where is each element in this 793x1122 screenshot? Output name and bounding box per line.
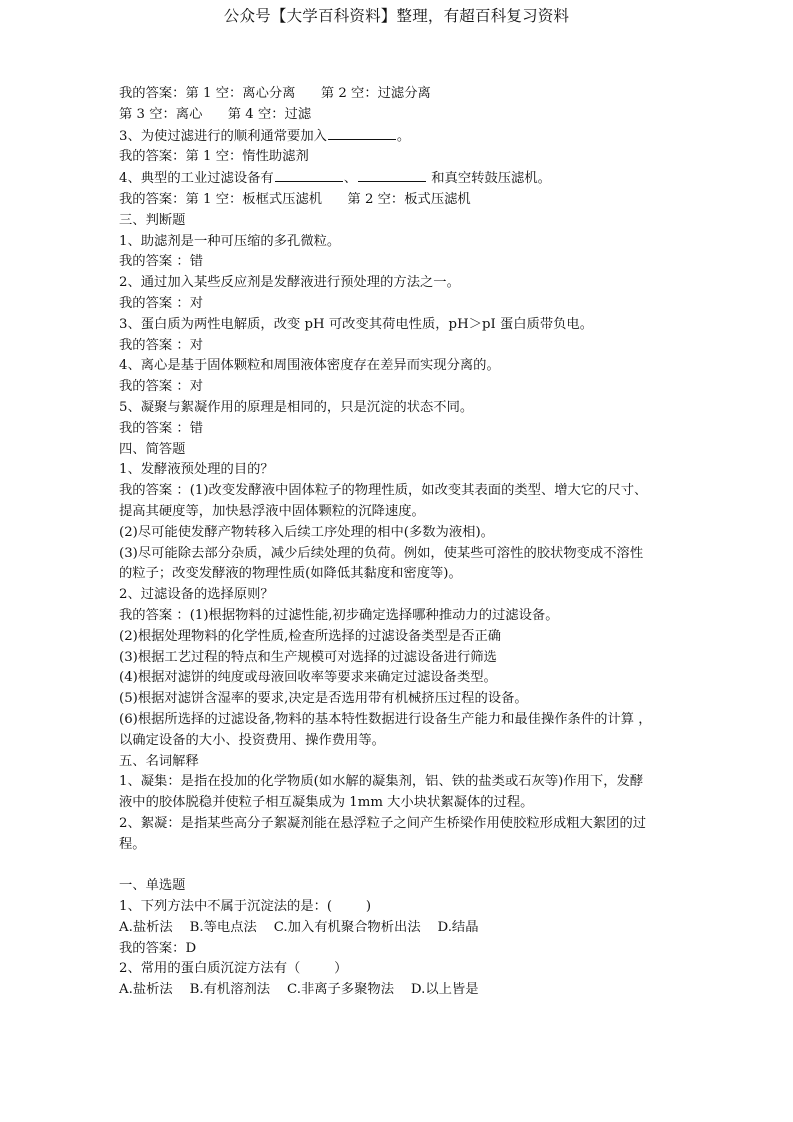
fill-blank [358, 168, 426, 182]
question-line: 2、过滤设备的选择原则？ [119, 587, 274, 603]
answer-line: 以确定设备的大小、投资费用、操作费用等。 [119, 732, 385, 748]
fill-blank [328, 126, 396, 140]
question-line: 3、蛋白质为两性电解质，改变 pH 可改变其荷电性质，pH＞pI 蛋白质带负电。 [119, 316, 594, 332]
question-line: 2、通过加入某些反应剂是发酵液进行预处理的方法之一。 [119, 275, 460, 291]
answer-line: 我的答案 ：错 [119, 420, 204, 436]
document-body [119, 84, 684, 1001]
question-text-end: 和真空转鼓压滤机。 [427, 171, 551, 187]
answer-line: 我的答案 ：错 [119, 254, 204, 270]
question-text-end: 。 [396, 128, 411, 144]
question-line: 1、发酵液预处理的目的？ [119, 462, 274, 478]
question-text: 4、典型的工业过滤设备有 [119, 171, 274, 187]
answer-line: 我的答案：第 1 空：惰性助滤剂 [119, 149, 309, 165]
question-line: 2、常用的蛋白质沉淀方法有（ ） [119, 961, 348, 977]
definition-line: 2、絮凝：是指某些高分子絮凝剂能在悬浮粒子之间产生桥梁作用使胶粒形成粗大絮团的过 [119, 815, 647, 831]
answer-line: 我的答案：D [119, 940, 197, 956]
question-line [119, 126, 684, 148]
answer-line: 我的答案 ：(1)根据物料的过滤性能,初步确定选择哪种推动力的过滤设备。 [119, 607, 559, 623]
answer-line: (3)尽可能除去部分杂质，减少后续处理的负荷。例如，使某些可溶性的胶状物变成不溶性 [119, 545, 644, 561]
definition-line: 1、凝集：是指在投加的化学物质(如水解的凝集剂，铝、铁的盐类或石灰等)作用下，发酵 [119, 774, 644, 790]
answer-line: 的粒子；改变发酵液的物理性质(如降低其黏度和密度等)。 [119, 566, 462, 582]
answer-line: 我的答案 ：对 [119, 337, 204, 353]
question-line: 1、助滤剂是一种可压缩的多孔微粒。 [119, 233, 341, 249]
answer-line: (2)根据处理物料的化学性质,检查所选择的过滤设备类型是否正确 [119, 628, 502, 644]
answer-line: 第 3 空：离心 第 4 空：过滤 [119, 106, 312, 122]
options-line: A.盐析法 B.等电点法 C.加入有机聚合物析出法 D.结晶 [119, 919, 479, 935]
answer-line: 提高其硬度等，加快悬浮液中固体颗粒的沉降速度。 [119, 503, 425, 519]
options-line: A.盐析法 B.有机溶剂法 C.非离子多聚物法 D.以上皆是 [119, 982, 479, 998]
question-line: 1、下列方法中不属于沉淀法的是：( ) [119, 899, 372, 915]
answer-line: 我的答案 ：(1)改变发酵液中固体粒子的物理性质，如改变其表面的类型、增大它的尺寸、 [119, 483, 648, 499]
answer-line: (6)根据所选择的过滤设备,物料的基本特性数据进行设备生产能力和最佳操作条件的计算 ， [119, 711, 652, 727]
answer-line: (5)根据对滤饼含湿率的要求,决定是否选用带有机械挤压过程的设备。 [119, 691, 528, 707]
section-heading: 三、判断题 [119, 212, 186, 228]
question-line: 4、离心是基于固体颗粒和周围液体密度存在差异而实现分离的。 [119, 358, 500, 374]
answer-line: (4)根据对滤饼的纯度或母液回收率等要求来确定过滤设备类型。 [119, 670, 497, 686]
answer-line: 我的答案：第 1 空：离心分离 第 2 空：过滤分离 [119, 86, 431, 101]
fill-blank [275, 168, 343, 182]
question-line [119, 168, 684, 190]
section-heading: 四、简答题 [119, 441, 186, 457]
question-text: 3、为使过滤进行的顺利通常要加入 [119, 128, 327, 144]
answer-line: 我的答案 ：对 [119, 295, 204, 311]
answer-line: 我的答案 ：对 [119, 379, 204, 395]
section-heading: 一、单选题 [119, 878, 186, 894]
question-separator: 、 [343, 171, 358, 187]
blank-line [119, 855, 684, 876]
answer-line: (3)根据工艺过程的特点和生产规模可对选择的过滤设备进行筛选 [119, 649, 497, 665]
answer-line: (2)尽可能使发酵产物转移入后续工序处理的相中(多数为液相)。 [119, 524, 494, 540]
section-heading: 五、名词解释 [119, 753, 199, 769]
definition-line: 液中的胶体脱稳并使粒子相互凝集成为 1mm 大小块状絮凝体的过程。 [119, 795, 534, 811]
page-header: 公众号【大学百科资料】整理，有超百科复习资料 [223, 7, 570, 25]
answer-line: 我的答案：第 1 空：板框式压滤机 第 2 空：板式压滤机 [119, 191, 471, 207]
question-line: 5、凝聚与絮凝作用的原理是相同的，只是沉淀的状态不同。 [119, 399, 474, 415]
definition-line: 程。 [119, 836, 146, 852]
